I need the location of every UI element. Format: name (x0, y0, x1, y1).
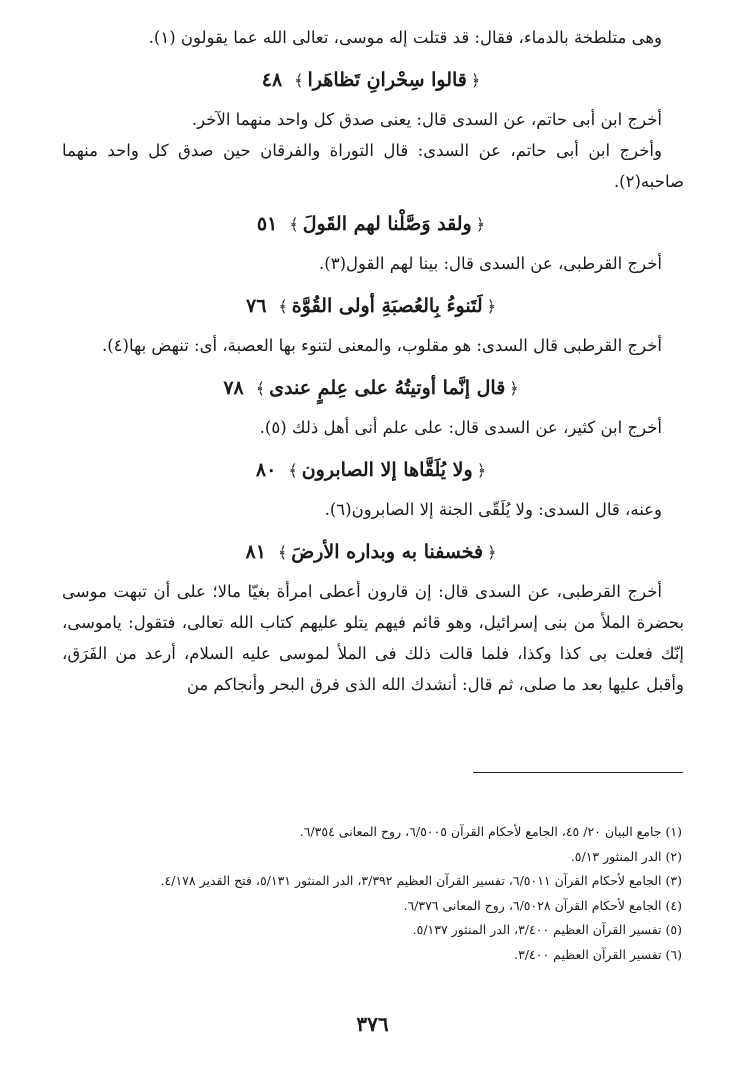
verse-text: ولقد وَصَّلْنا لهم القَولَ (302, 213, 472, 235)
footnote-item: (٥) تفسير القرآن العظيم ٣/٤٠٠، الدر المنثور ٥/١٣٧. (412, 922, 682, 937)
body-paragraph: أخرج القرطبى، عن السدى قال: إن قارون أعطى امرأة بغيّا مالا؛ على أن تبهت موسى بحضرة الملأ من بنى إسرائيل، وهو قائم فيهم يتلو عليهم كتاب الله تعالى، فتقول: ياموسى، إنّك فعلت بى كذا وكذا، فلما قالت ذلك فى الملأ لموسى عليه السلام، أرعد من الفَرَق، وأقبل عليها بعد ما صلى، ثم قال: أنشدك الله الذى فرق البحر وأنجاكم من (62, 582, 684, 694)
verse-number: ٨١ (245, 541, 266, 563)
verse-text: لَتَنوءُ بِالعُصبَةِ أولى القُوَّة (291, 295, 483, 317)
verse-close-ornament: ﴾ (288, 461, 298, 480)
footnote-item: (٦) تفسير القرآن العظيم ٣/٤٠٠. (514, 946, 682, 962)
verse-number: ٤٨ (261, 69, 283, 91)
body-paragraph: أخرج القرطبى قال السدى: هو مقلوب، والمعنى لتنوء بها العصبة، أى: تنهض بها(٤). (101, 336, 662, 355)
verse-close-ornament: ﴾ (277, 543, 288, 562)
body-paragraph: أخرج ابن كثير، عن السدى قال: على علم أنى أهل ذلك (٥). (259, 418, 662, 437)
verse-open-ornament: ﴿ (476, 461, 487, 480)
body-paragraph: أخرج القرطبى، عن السدى قال: بينا لهم القول(٣). (319, 254, 662, 273)
body-paragraph: وعنه، قال السدى: ولا يُلَقّى الجنة إلا الصابرون(٦). (324, 500, 662, 519)
verse-heading (62, 535, 684, 570)
verse-text: قالوا سِحْرانِ تَظاهَرا (307, 69, 467, 91)
footnote-item: (٢) الدر المنثور ٥/١٣. (570, 848, 682, 864)
verse-text: فخسفنا به وبداره الأرضَ (291, 541, 484, 563)
body-paragraph: وأخرج ابن أبى حاتم، عن السدى: قال التوراة والفرقان حين صدق كل واحد منهما صاحبه(٢). (62, 141, 684, 191)
verse-text: قال إنَّما أوتيتُهُ على عِلمٍ عندى (269, 377, 506, 399)
verse-number: ٨٠ (255, 459, 277, 481)
verse-heading (62, 63, 684, 98)
verse-open-ornament: ﴿ (470, 71, 481, 90)
footnote-separator (473, 772, 683, 773)
page-body (62, 22, 684, 700)
verse-number: ٥١ (256, 213, 278, 235)
verse-close-ornament: ﴾ (255, 379, 266, 398)
verse-heading (62, 371, 684, 406)
footnote-item: (٣) الجامع لأحكام القرآن ٦/٥٠١١، تفسير القرآن العظيم ٣/٣٩٢، الدر المنثور ٥/١٣١، فتح القدير ٤/١٧٨. (160, 873, 682, 888)
verse-close-ornament: ﴾ (278, 297, 288, 316)
verse-open-ornament: ﴿ (487, 543, 497, 562)
verse-text: ولا يُلَقَّاها إلا الصابرون (301, 459, 473, 481)
footnote-item: (٤) الجامع لأحكام القرآن ٦/٥٠٢٨، روح المعانى ٦/٣٧٦. (403, 897, 682, 913)
verse-heading (62, 289, 684, 324)
verse-number: ٧٦ (246, 295, 267, 317)
verse-open-ornament: ﴿ (475, 215, 486, 234)
body-paragraph: وهى متلطخة بالدماء، فقال: قد قتلت إله موسى، تعالى الله عما يقولون (١). (148, 28, 662, 47)
verse-close-ornament: ﴾ (289, 215, 299, 234)
footnotes (62, 820, 682, 967)
verse-heading (62, 207, 684, 242)
body-paragraph: أخرج ابن أبى حاتم، عن السدى قال: يعنى صدق كل واحد منهما الآخر. (191, 110, 662, 129)
footnote-item: (١) جامع البيان ٢٠/ ٤٥، الجامع لأحكام القرآن ٦/٥٠٠٥، روح المعانى ٦/٣٥٤. (299, 824, 682, 839)
page-number: ٣٧٦ (356, 1012, 389, 1036)
verse-open-ornament: ﴿ (509, 379, 519, 398)
verse-open-ornament: ﴿ (486, 297, 496, 316)
verse-number: ٧٨ (223, 377, 244, 399)
verse-heading (62, 453, 684, 488)
verse-close-ornament: ﴾ (294, 71, 304, 90)
